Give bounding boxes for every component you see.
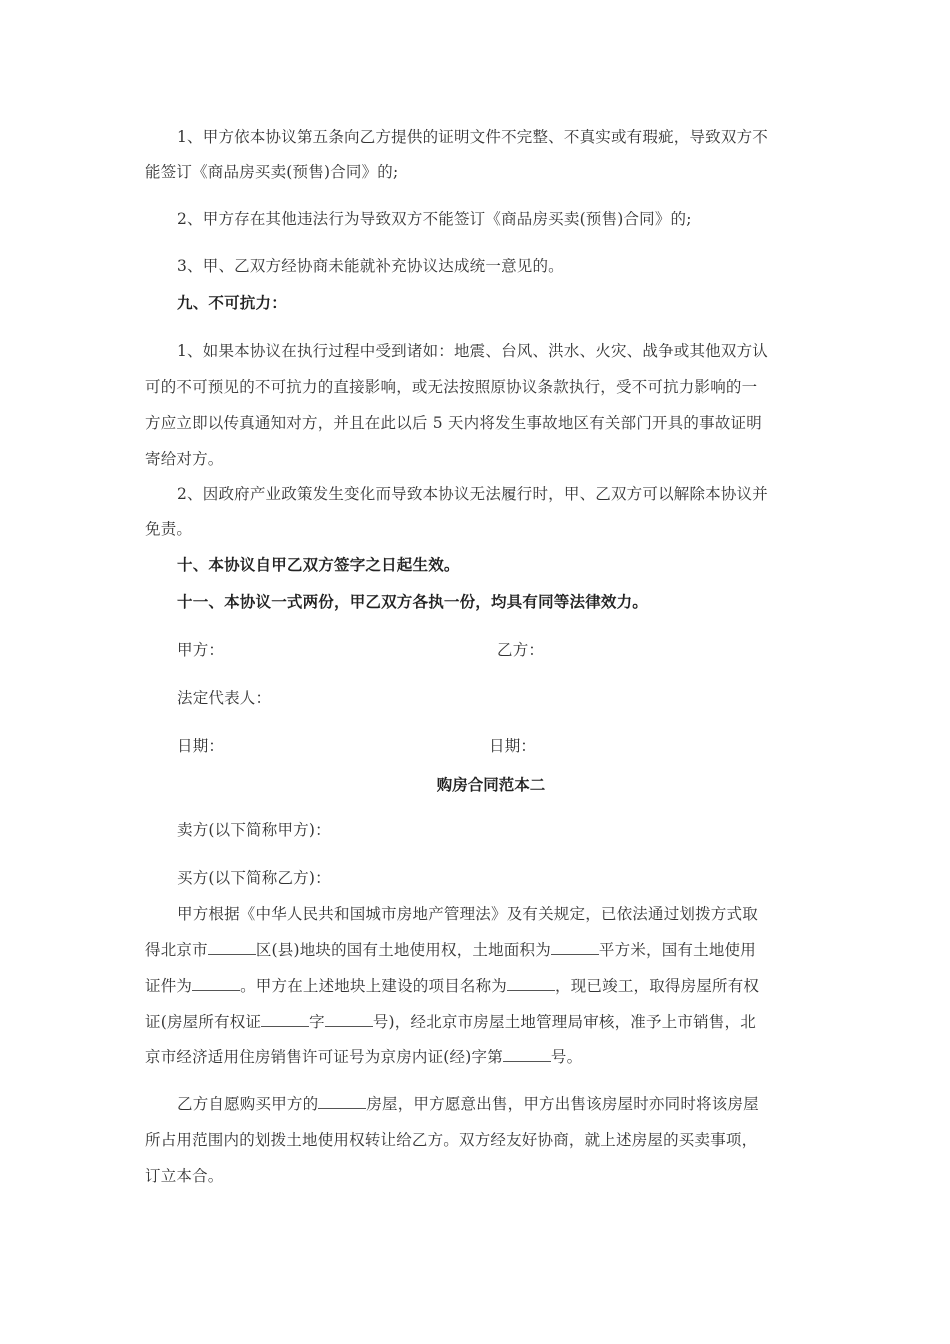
seller-label: 卖方(以下简称甲方)： [177, 821, 331, 839]
para-1-line-1: 甲方根据《中华人民共和国城市房地产管理法》及有关规定，已依法通过划拨方式取 [177, 905, 758, 923]
para-1-line-3-part-b: 。甲方在上述地块上建设的项目名称为 [240, 977, 508, 995]
para-1-line-3-part-c: ，现已竣工，取得房屋所有权 [555, 977, 760, 995]
para-1-line-2-part-b: 区(县)地块的国有土地使用权，土地面积为 [255, 941, 551, 959]
project-name-blank[interactable] [507, 976, 555, 991]
para-1-line-5-part-b: 号。 [550, 1048, 583, 1066]
buyer-label: 买方(以下简称乙方)： [177, 869, 331, 887]
ownership-cert-word-blank[interactable] [261, 1012, 309, 1027]
sales-permit-number-blank[interactable] [503, 1047, 551, 1062]
para-1-line-4-part-b: 字 [309, 1013, 325, 1031]
property-blank[interactable] [318, 1094, 366, 1109]
party-a-signature-label: 甲方： [177, 641, 225, 659]
clause-9-item-2-line-2: 免责。 [145, 520, 193, 538]
para-1-line-3 [145, 976, 759, 996]
para-2-line-1-part-a: 乙方自愿购买甲方的 [177, 1095, 319, 1113]
section-11: 十一、本协议一式两份，甲乙双方各执一份，均具有同等法律效力。 [177, 593, 649, 611]
para-1-line-2-part-a: 得北京市 [145, 941, 208, 959]
para-1-line-3-part-a: 证件为 [145, 977, 193, 995]
section-10: 十、本协议自甲乙双方签字之日起生效。 [177, 556, 460, 574]
clause-8-item-1-line-2: 能签订《商品房买卖(预售)合同》的; [145, 163, 399, 181]
para-2-line-1-part-b: 房屋，甲方愿意出售，甲方出售该房屋时亦同时将该房屋 [366, 1095, 759, 1113]
clause-9-item-1-line-1: 1、如果本协议在执行过程中受到诸如：地震、台风、洪水、火灾、战争或其他双方认 [177, 342, 768, 360]
clause-9-item-2-line-1: 2、因政府产业政策发生变化而导致本协议无法履行时，甲、乙双方可以解除本协议并 [177, 485, 768, 503]
clause-8-item-2: 2、甲方存在其他违法行为导致双方不能签订《商品房买卖(预售)合同》的; [177, 210, 692, 228]
ownership-cert-number-blank[interactable] [325, 1012, 373, 1027]
party-b-signature-label: 乙方： [497, 641, 545, 659]
land-area-blank[interactable] [551, 940, 599, 955]
para-1-line-2-part-c: 平方米，国有土地使用 [598, 941, 756, 959]
template-2-title: 购房合同范本二 [436, 776, 546, 794]
para-2-line-2: 所占用范围内的划拨土地使用权转让给乙方。双方经友好协商，就上述房屋的买卖事项， [145, 1131, 758, 1149]
para-1-line-4-part-a: 证(房屋所有权证 [145, 1013, 262, 1031]
district-blank[interactable] [208, 940, 256, 955]
para-2-line-3: 订立本合。 [145, 1167, 224, 1185]
para-1-line-5 [145, 1047, 582, 1067]
para-1-line-5-part-a: 京市经济适用住房销售许可证号为京房内证(经)字第 [145, 1048, 503, 1066]
section-9-heading: 九、不可抗力： [177, 294, 287, 312]
land-certificate-blank[interactable] [192, 976, 240, 991]
clause-8-item-1-line-1: 1、甲方依本协议第五条向乙方提供的证明文件不完整、不真实或有瑕疵，导致双方不 [177, 128, 768, 146]
para-2-line-1 [177, 1094, 759, 1114]
clause-8-item-3: 3、甲、乙双方经协商未能就补充协议达成统一意见的。 [177, 257, 564, 275]
party-a-date-label: 日期： [177, 737, 225, 755]
para-1-line-2 [145, 940, 756, 960]
legal-representative-label: 法定代表人： [177, 689, 272, 707]
clause-9-item-1-line-3: 方应立即以传真通知对方，并且在此以后 5 天内将发生事故地区有关部门开具的事故证明 [145, 414, 762, 432]
para-1-line-4-part-c: 号)，经北京市房屋土地管理局审核，准予上市销售，北 [372, 1013, 756, 1031]
party-b-date-label: 日期： [489, 737, 537, 755]
clause-9-item-1-line-2: 可的不可预见的不可抗力的直接影响，或无法按照原协议条款执行，受不可抗力影响的一 [145, 378, 758, 396]
clause-9-item-1-line-4: 寄给对方。 [145, 450, 224, 468]
para-1-line-4 [145, 1012, 756, 1032]
